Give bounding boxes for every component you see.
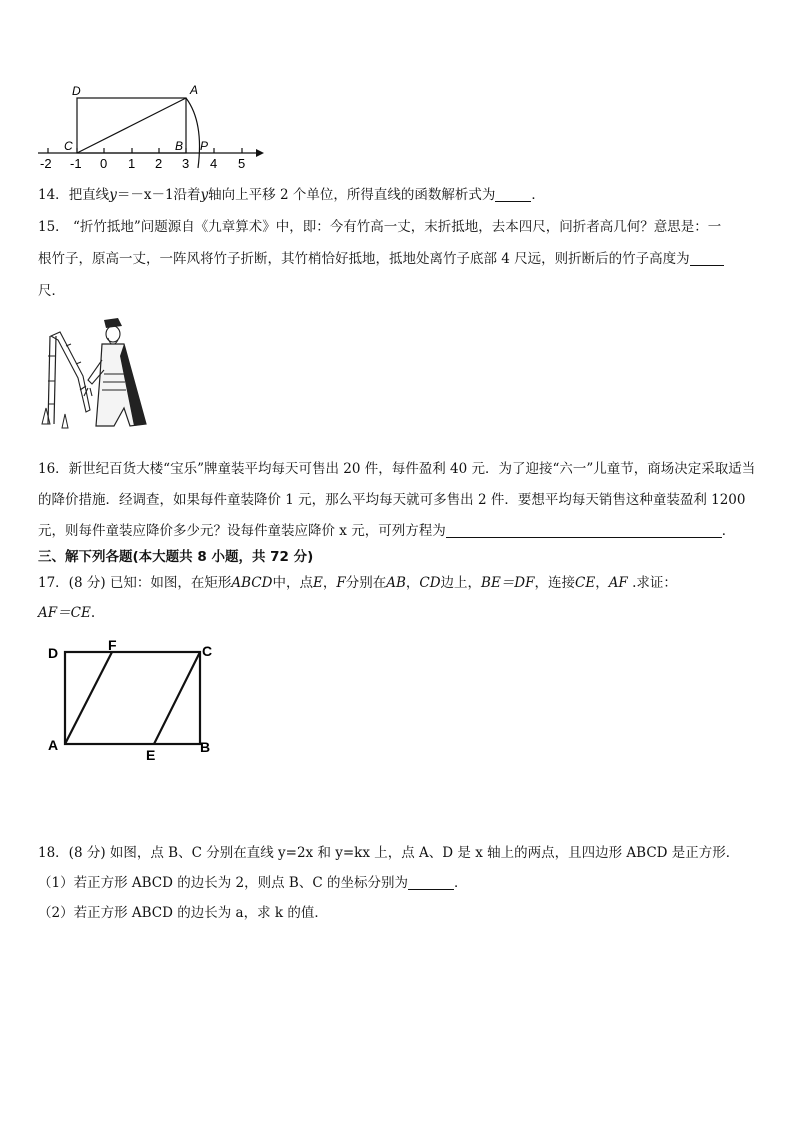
diagonal-ca — [77, 98, 186, 153]
q14-var-y2: y — [200, 187, 209, 203]
q14-text-a: 把直线 — [68, 187, 110, 203]
q17-text-b: 中，点 — [272, 575, 313, 591]
label-e: E — [146, 747, 156, 763]
q17-abcd: ABCD — [231, 575, 273, 591]
question-15-line-2 — [38, 250, 724, 268]
question-18-line-1: 18．(8 分) 如图，点 B、C 分别在直线 y=2x 和 y=kx 上，点 A、D 是 x 轴上的两点，且四边形 ABCD 是正方形． — [38, 845, 740, 861]
question-18-sub-2: （2）若正方形 ABCD 的边长为 a，求 k 的值． — [38, 905, 328, 921]
label-c: C — [64, 139, 73, 153]
q17-line-2-tail: . — [90, 605, 96, 621]
number-line-figure — [36, 82, 266, 174]
question-15-line-3: 尺． — [38, 283, 65, 299]
q17-text-a: 17．(8 分) 已知：如图，在矩形 — [38, 575, 232, 591]
question-18-sub-1 — [38, 874, 467, 892]
tick-label: 0 — [100, 156, 108, 171]
tick-label: 2 — [155, 156, 163, 171]
q17-af: AF — [608, 575, 628, 591]
segment-af — [65, 652, 112, 744]
label-c: C — [202, 643, 213, 659]
axis-arrow — [256, 149, 264, 157]
q14-equation: ＝－x－1 — [116, 187, 174, 203]
q17-comma3: ， — [595, 575, 609, 591]
q18-sub-1-text: （1）若正方形 ABCD 的边长为 2，则点 B、C 的坐标分别为 — [38, 875, 408, 891]
tick-label: -2 — [40, 156, 52, 171]
tick-label: 1 — [128, 156, 136, 171]
bamboo-icon — [48, 332, 90, 424]
q17-ab: AB — [386, 575, 406, 591]
label-a: A — [190, 83, 199, 97]
q17-cd: CD — [419, 575, 441, 591]
question-16-line-3 — [38, 522, 735, 540]
q17-f: F — [336, 575, 346, 591]
label-b: B — [175, 139, 184, 153]
q18-answer-blank[interactable] — [408, 875, 454, 890]
label-d: D — [72, 84, 81, 98]
q17-text-c: 分别在 — [345, 575, 387, 591]
question-16-line-2: 的降价措施．经调查，如果每件童装降价 1 元，那么平均每天就可多售出 2 件．要想平均每天销售这种童装盈利 1200 — [38, 492, 746, 508]
label-b: B — [200, 739, 211, 755]
question-15-line-1: 15． “折竹抵地”问题源自《九章算术》中，即：今有竹高一丈，末折抵地，去本四尺，问折者高几何？意思是：一 — [38, 219, 722, 235]
q17-text-f: .求证： — [627, 575, 677, 591]
q17-conclusion: AF＝CE — [38, 605, 91, 621]
rectangle-abcd-figure — [44, 640, 228, 766]
bamboo-scholar-illustration — [38, 316, 158, 434]
q16-tail: ． — [721, 523, 736, 539]
q17-comma2: ， — [405, 575, 420, 591]
segment-ce — [154, 652, 200, 744]
q17-e: E — [312, 575, 323, 591]
q16-answer-blank[interactable] — [446, 523, 722, 538]
question-16-line-1: 16．新世纪百货大楼“宝乐”牌童装平均每天可售出 20 件，每件盈利 40 元．为了迎接“六一”儿童节，商场决定采取适当 — [38, 461, 756, 477]
label-a: A — [48, 737, 59, 753]
q17-comma1: ， — [322, 575, 337, 591]
tick-label: -1 — [70, 156, 82, 171]
question-17-line-1 — [38, 574, 677, 592]
q18-sub-1-tail: ． — [453, 875, 468, 891]
q14-text-b: 沿着 — [173, 187, 201, 203]
q15-answer-blank[interactable] — [690, 251, 724, 266]
tick-label: 5 — [238, 156, 246, 171]
q14-text-c: 轴向上平移 2 个单位，所得直线的函数解析式为 — [208, 187, 496, 203]
question-17-line-2 — [38, 604, 95, 622]
section-3-heading: 三、解下列各题(本大题共 8 小题，共 72 分) — [38, 549, 314, 565]
q14-answer-blank[interactable] — [495, 187, 531, 202]
rectangle-abcd — [65, 652, 200, 744]
tick-label: 4 — [210, 156, 218, 171]
q16-line-3-text: 元，则每件童装应降价多少元？设每件童装应降价 x 元，可列方程为 — [38, 523, 446, 539]
q17-text-e: ，连接 — [534, 575, 575, 591]
q17-be-df: BE＝DF — [481, 575, 535, 591]
q14-number: 14． — [38, 187, 69, 203]
q17-ce: CE — [575, 575, 596, 591]
q14-tail: ． — [531, 187, 545, 203]
question-14 — [38, 186, 545, 204]
label-p: P — [200, 139, 209, 153]
q14-var-y: y — [109, 187, 117, 203]
label-f: F — [108, 640, 117, 653]
q15-line-2-text: 根竹子，原高一丈，一阵风将竹子折断，其竹梢恰好抵地，抵地处离竹子底部 4 尺远，则折断后的竹子高度为 — [38, 251, 690, 267]
label-d: D — [48, 645, 59, 661]
tick-label: 3 — [182, 156, 190, 171]
q17-text-d: 边上， — [440, 575, 482, 591]
